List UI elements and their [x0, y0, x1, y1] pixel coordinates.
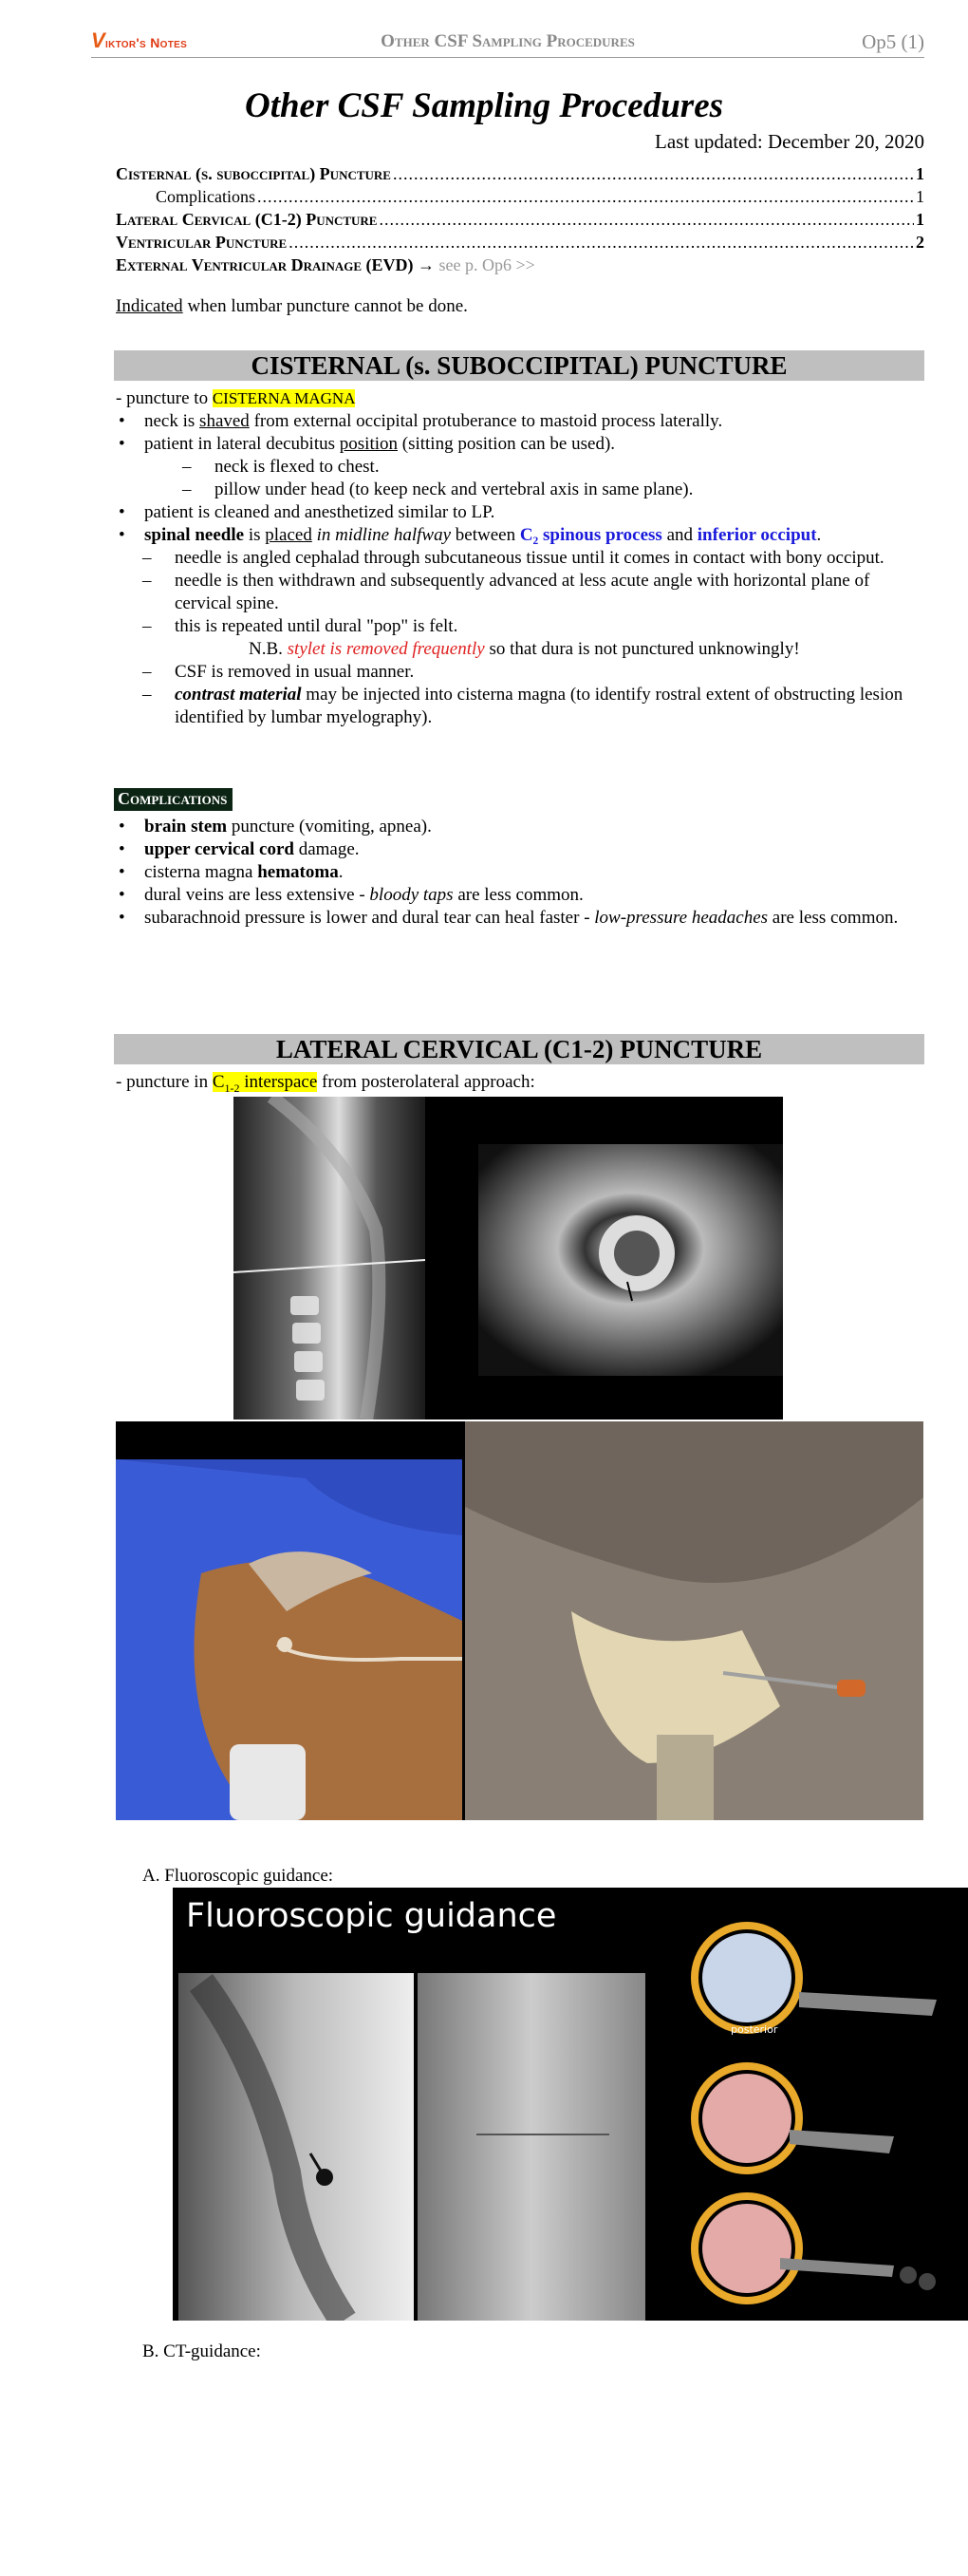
lateral-intro: - puncture in $C_{1-2}$ interspace from posterolateral approach: [116, 1072, 535, 1095]
last-updated: Last updated: December 20, 2020 [655, 130, 924, 153]
list-item: • patient in lateral decubitus position (sitting position can be used). – neck is flexed to chest. – pillow under head (to keep neck and vertebral axis in same plane). [116, 433, 924, 501]
ct-guidance-label: B. CT-guidance: [142, 2341, 261, 2361]
fluoro-illustration [173, 1888, 968, 2321]
see-link[interactable]: see p. Op6 >> [438, 255, 535, 274]
list-item: • brain stem puncture (vomiting, apnea). [116, 816, 924, 838]
list-item: • patient is cleaned and anesthetized similar to LP. [116, 501, 924, 524]
procedure-illustration [116, 1421, 923, 1820]
toc-item-complications[interactable]: Complications ..... 1 [116, 184, 924, 207]
procedure-photo-and-3d-render [116, 1421, 923, 1820]
list-item: • upper cervical cord damage. [116, 838, 924, 861]
sub-item: – contrast material may be injected into cisterna magna (to identify rostral extent of obstructing lesion identified by lumbar myelography). [142, 684, 924, 729]
mri-illustration [233, 1097, 783, 1420]
sub-item: – pillow under head (to keep neck and vertebral axis in same plane). [182, 479, 924, 501]
complications-badge: Complications [114, 788, 233, 811]
sub-item: – CSF is removed in usual manner. [142, 661, 924, 684]
cisternal-content [116, 387, 924, 729]
header-page-number: Op5 (1) [862, 30, 924, 53]
header-title: Other CSF Sampling Procedures [381, 31, 635, 51]
sub-item: – neck is flexed to chest. [182, 456, 924, 479]
table-of-contents [116, 161, 924, 275]
sub-item: – needle is then withdrawn and subsequently advanced at less acute angle with horizontal plane of cervical spine. [142, 570, 924, 615]
page-header [91, 28, 924, 58]
mri-sagittal-axial-image [233, 1097, 783, 1420]
logo: Viktor's Notes [91, 28, 188, 52]
complications-list [116, 816, 924, 930]
list-item: • neck is shaved from external occipital protuberance to mastoid process laterally. [116, 410, 924, 433]
document-title: Other CSF Sampling Procedures [244, 86, 724, 125]
sub-item: – this is repeated until dural "pop" is felt. [142, 615, 924, 638]
toc-item-evd[interactable]: External Ventricular Drainage (EVD) → see p. Op6 >> [116, 255, 535, 274]
posterior-label: posterior [731, 2023, 778, 2036]
section-heading-lateral-cervical: LATERAL CERVICAL (C1-2) PUNCTURE [114, 1034, 924, 1064]
section-heading-cisternal: CISTERNAL (s. SUBOCCIPITAL) PUNCTURE [114, 350, 924, 381]
fluoroscopic-guidance-label: A. Fluoroscopic guidance: [142, 1866, 334, 1886]
toc-item-cisternal[interactable]: Cisternal (s. suboccipital) Puncture ..... 1 [116, 161, 924, 184]
nb-note: N.B. stylet is removed frequently so that dura is not punctured unknowingly! [249, 639, 800, 659]
indication-note: Indicated when lumbar puncture cannot be done. [116, 296, 468, 316]
slide-title: Fluoroscopic guidance [186, 1897, 557, 1935]
list-item: • cisterna magna hematoma. [116, 861, 924, 884]
list-item: • spinal needle is placed in midline halfway between C₂ spinous process and inferior occiput. [116, 524, 924, 547]
cisternal-intro: - puncture to CISTERNA MAGNA [116, 388, 356, 408]
toc-item-ventricular[interactable]: Ventricular Puncture ..... 2 [116, 230, 924, 253]
toc-item-lateral-cervical[interactable]: Lateral Cervical (C1-2) Puncture ..... 1 [116, 207, 924, 230]
list-item: • dural veins are less extensive - bloody taps are less common. [116, 884, 924, 907]
sub-item: – needle is angled cephalad through subcutaneous tissue until it comes in contact with bony occiput. [142, 547, 924, 570]
fluoroscopic-guidance-slide [173, 1888, 968, 2321]
list-item: • subarachnoid pressure is lower and dural tear can heal faster - low-pressure headaches are less common. [116, 907, 924, 930]
